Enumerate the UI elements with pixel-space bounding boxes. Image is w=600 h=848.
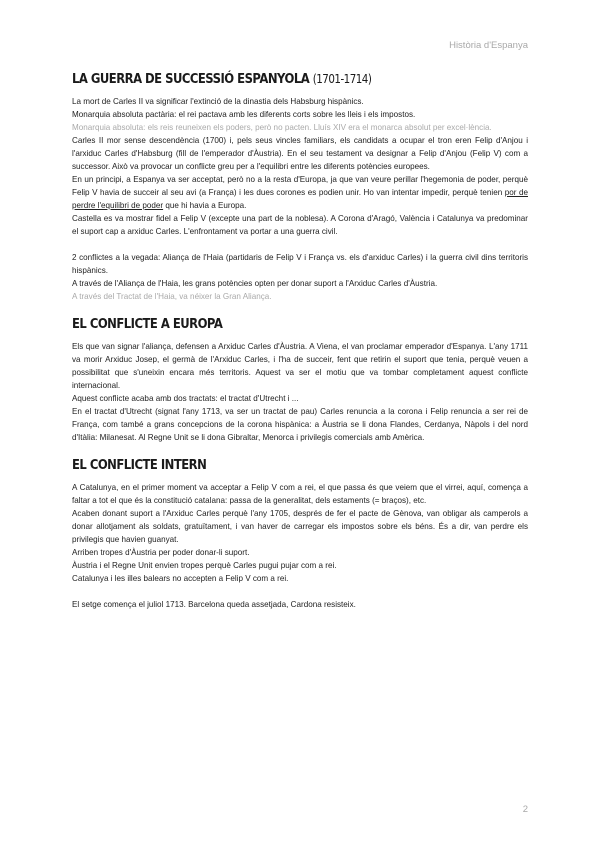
paragraph: Castella es va mostrar fidel a Felip V (excepte una part de la noblesa). A Corona d'Aragó, València i Catalunya va predominar el suport cap a arxiduc Carles. L'enfrontament va portar a una guerra civil.	[72, 214, 528, 236]
paragraph: Arriben tropes d'Àustria per poder donar-li suport.	[72, 548, 250, 557]
paragraph: 2 conflictes a la vegada: Aliança de l'Haia (partidaris de Felip V i França vs. els d'arxiduc Carles) i la guerra civil dins territoris hispànics.	[72, 253, 528, 275]
paragraph: Els que van signar l'aliança, defensen a Arxiduc Carles d'Àustria. A Viena, el van proclamar emperador d'Espanya. L'any 1711 va morir Arxiduc Josep, el germà de l'Arxiduc Carles, i l'ha de succeir, fent que retirin el suport que tenia, perquè veuen a possibilitat que s'uneixin encara més territoris. Aquest va ser el motiu que va tombar completament aquest conflicte internacional.	[72, 342, 528, 390]
paragraph-note: A través del Tractat de l'Haia, va néixer la Gran Aliança.	[72, 292, 272, 301]
paragraph: La mort de Carles II va significar l'extinció de la dinastia dels Habsburg hispànics.	[72, 97, 364, 106]
document-body	[72, 71, 528, 611]
paragraph-note: Monarquia absoluta: els reis reuneixen els poders, però no pacten. Lluís XIV era el monarca absolut per excel·lència.	[72, 123, 492, 132]
paragraph: En un principi, a Espanya va ser acceptat, però no a la resta d'Europa, ja que van veure perillar l'hegemonia de poder, perquè Felip V havia de succeir al seu avi (a França) i les dues corones es podien unir. Ho van intentar impedir, perquè tenien por de perdre l'equilibri de poder que hi havia a Europa.	[72, 175, 528, 210]
paragraph: En el tractat d'Utrecht (signat l'any 1713, va ser un tractat de pau) Carles renuncia a la corona i Felip renuncia a ser rei de França, com també a grans concepcions de la corona hispànica: a Àustria se li dona Flandes, Cerdanya, Nàpols i del nord d'Itàlia: Milanesat. Al Regne Unit se li dona Gibraltar, Menorca i privilegis comercials amb Amèrica.	[72, 407, 528, 442]
page-number: 2	[522, 804, 528, 815]
running-header: Història d'Espanya	[449, 40, 528, 51]
paragraph: El setge comença el juliol 1713. Barcelona queda assetjada, Cardona resisteix.	[72, 600, 356, 609]
paragraph: A Catalunya, en el primer moment va acceptar a Felip V com a rei, el que passa és que veiem que el virrei, aquí, comença a faltar a tot el que és la constitució catalana: passa de la generalitat, dels estaments (= braços), etc.	[72, 483, 528, 505]
paragraph: Acaben donant suport a l'Arxiduc Carles perquè l'any 1705, després de fer el pacte de Gènova, van obligar als camperols a donar allotjament als soldats, gratuïtament, i van haver de carregar els impostos sobre els béns. És a dir, van perdre els privilegis que havien guanyat.	[72, 509, 528, 544]
underlined-phrase: por de perdre l'equilibri de poder	[72, 188, 528, 210]
paragraph: Catalunya i les illes balears no accepten a Felip V com a rei.	[72, 574, 289, 583]
section-title-guerra-successio	[72, 71, 464, 87]
section-title-conflicte-intern: EL CONFLICTE INTERN	[72, 457, 207, 473]
paragraph: Monarquia absoluta pactària: el rei pactava amb les diferents corts sobre les lleis i els impostos.	[72, 110, 416, 119]
paragraph: Aquest conflicte acaba amb dos tractats: el tractat d'Utrecht i ...	[72, 394, 299, 403]
paragraph: Àustria i el Regne Unit envien tropes perquè Carles pugui pujar com a rei.	[72, 561, 337, 570]
section-title-years: (1701-1714)	[312, 72, 372, 86]
section-title-conflicte-europa: EL CONFLICTE A EUROPA	[72, 316, 223, 332]
paragraph: A través de l'Aliança de l'Haia, les grans potències opten per donar suport a l'Arxiduc Carles d'Àustria.	[72, 279, 438, 288]
paragraph: Carles II mor sense descendència (1700) i, pels seus vincles familiars, els candidats a ocupar el tron eren Felip d'Anjou i l'arxiduc Carles d'Habsburg (fill de l'emperador d'Àustria). En el seu testament va designar a Felip d'Anjou (Felip V) com a successor. Això va provocar un conflicte greu per a l'equilibri entre les diferents potències europees.	[72, 136, 528, 171]
section-title-text: LA GUERRA DE SUCCESSIÓ ESPANYOLA	[72, 71, 310, 87]
